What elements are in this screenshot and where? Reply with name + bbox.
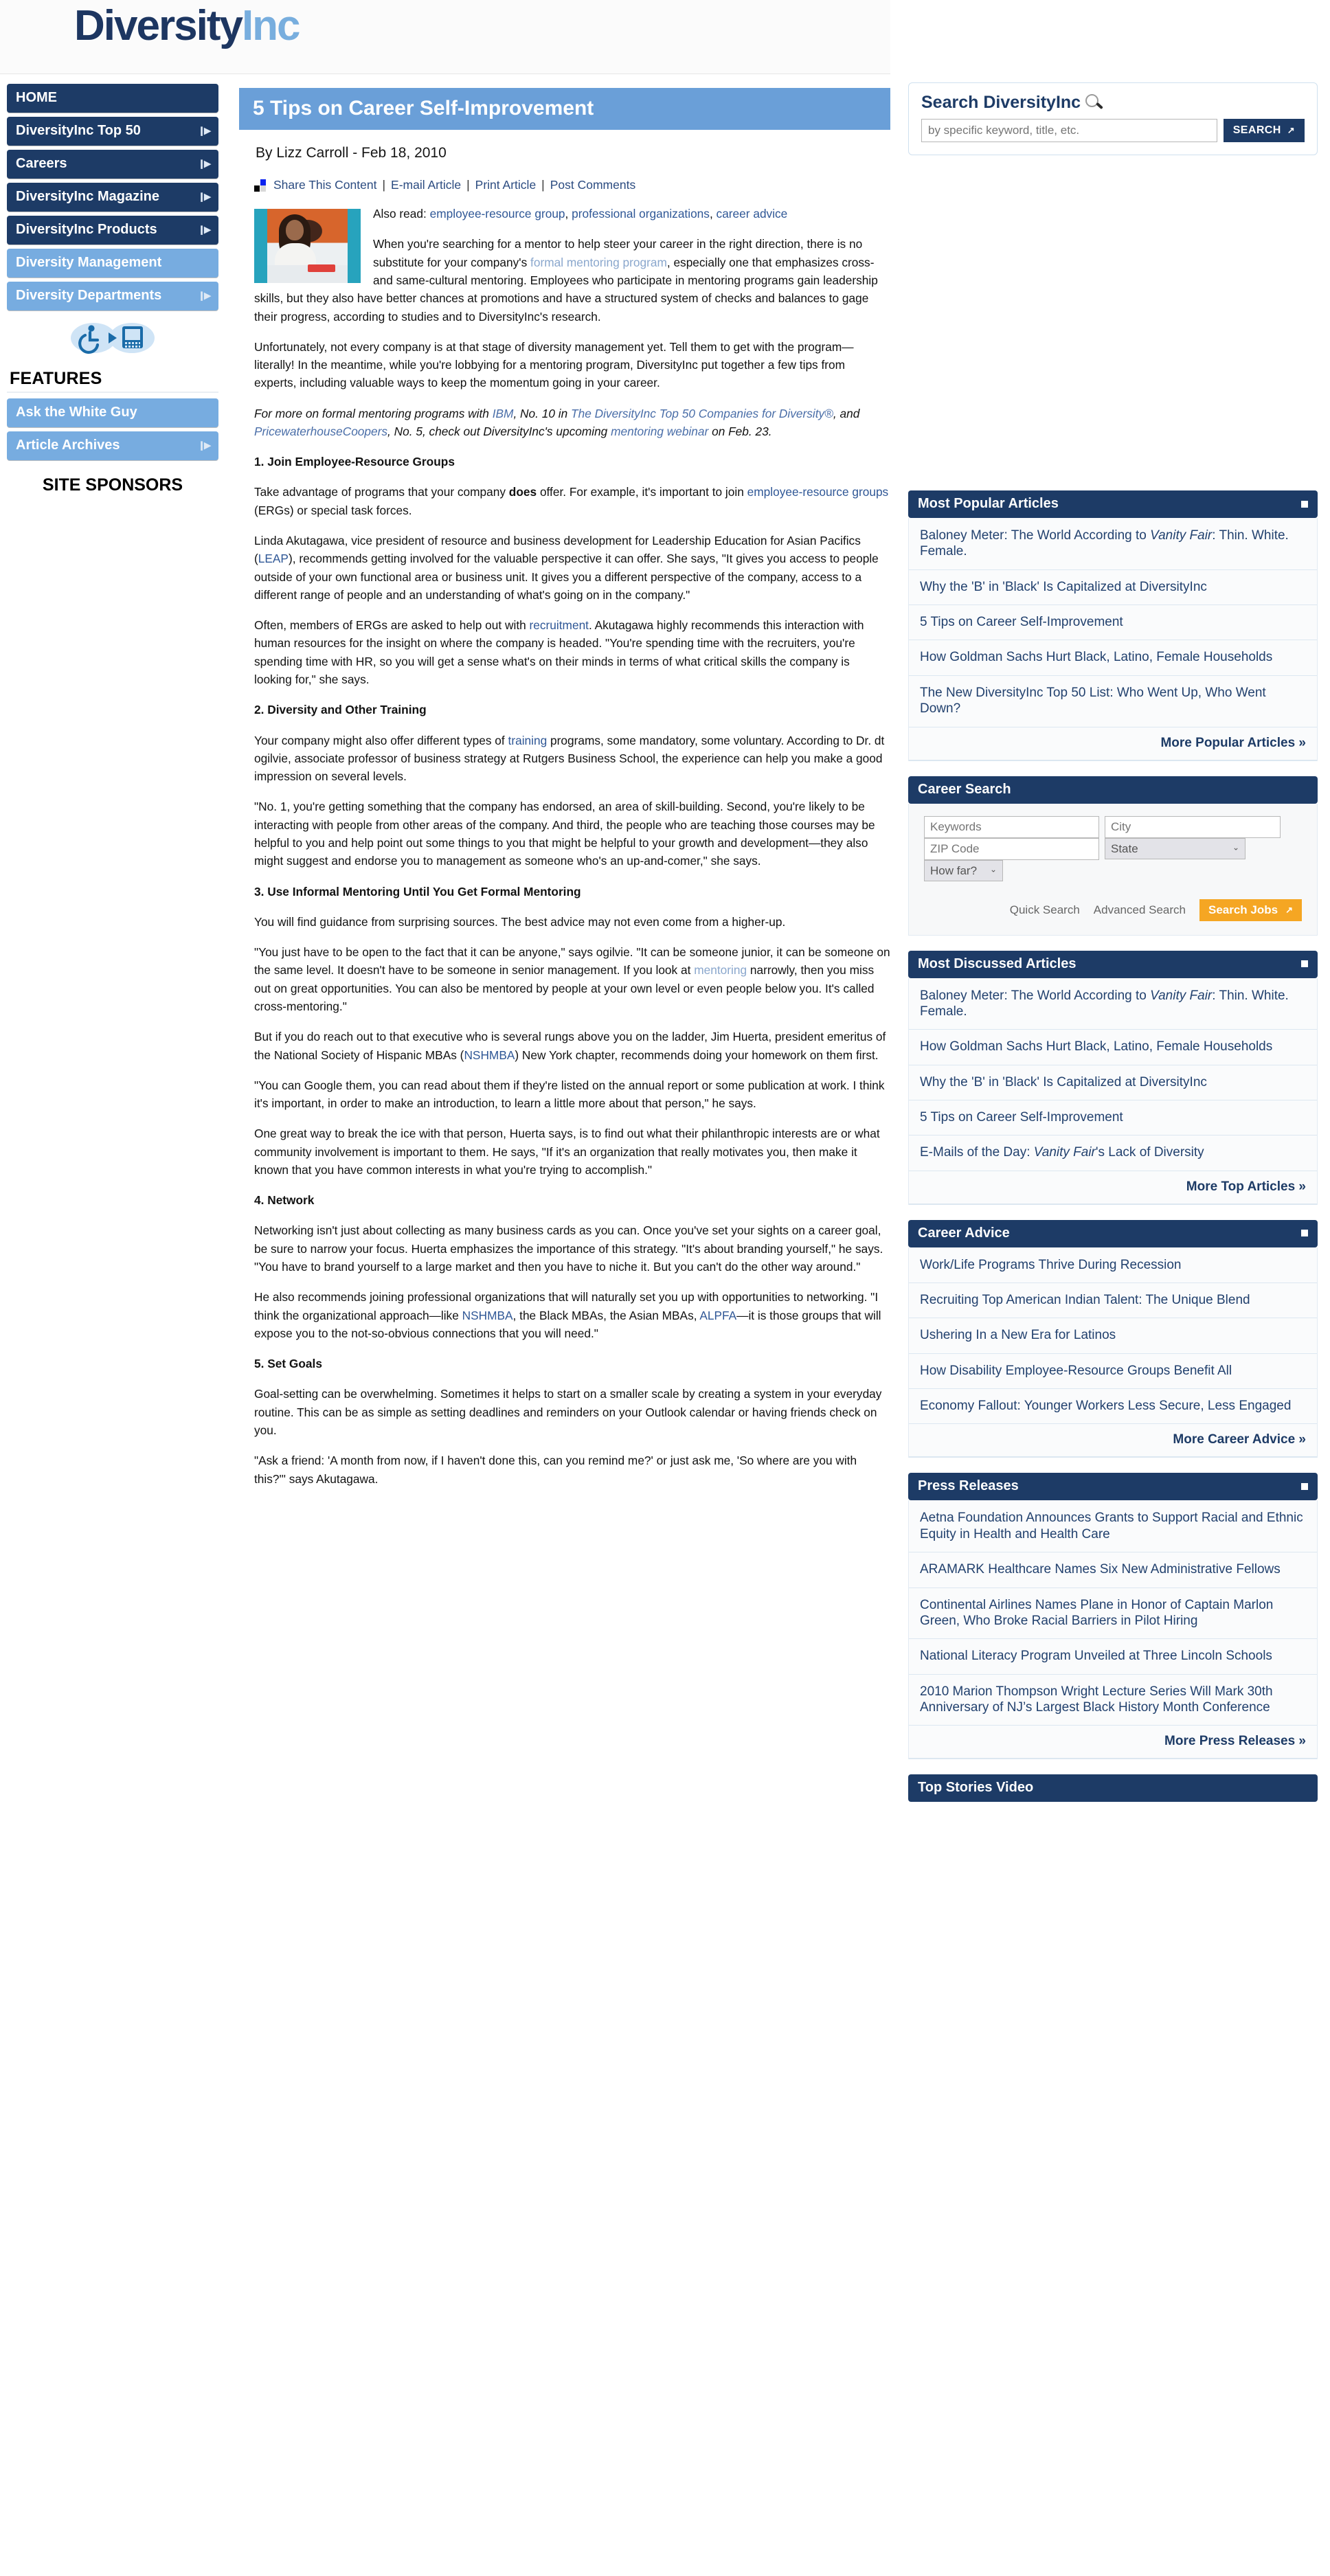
search-heading-label: Search DiversityInc [921, 93, 1081, 112]
chevron-right-icon: ❙▶ [198, 191, 210, 202]
panel-header [908, 490, 1318, 518]
collapse-icon[interactable] [1301, 1230, 1308, 1236]
paragraph-17: "Ask a friend: 'A month from now, if I haven't done this, can you remind me?' or just ask me, 'So where are you with this?'" says Akutagawa. [254, 1454, 857, 1486]
pwc-link[interactable]: PricewaterhouseCoopers [254, 424, 388, 438]
sidebar-item-label: DiversityInc Products [16, 222, 157, 237]
text-fragment: , the Black MBAs, the Asian MBAs, [512, 1308, 700, 1322]
text-fragment: —it is those groups that will expose you to the not-so-obvious connections that you will need." [254, 1308, 881, 1340]
also-read-link-3[interactable]: career advice [716, 207, 788, 221]
list-item[interactable]: How Goldman Sachs Hurt Black, Latino, Female Households [909, 1030, 1317, 1065]
list-item[interactable]: 5 Tips on Career Self-Improvement [909, 605, 1317, 640]
list-item[interactable]: The New DiversityInc Top 50 List: Who Went Up, Who Went Down? [909, 676, 1317, 727]
share-this-content-link[interactable]: Share This Content [273, 178, 377, 192]
career-search-body [908, 804, 1318, 936]
advanced-search-link[interactable]: Advanced Search [1093, 903, 1186, 916]
career-search-actions [924, 899, 1302, 921]
sidebar-item-article-archives[interactable] [7, 431, 218, 460]
three-column-layout [0, 74, 1330, 1817]
share-icon [254, 179, 266, 192]
text-fragment: offer. For example, it's important to join [537, 485, 747, 499]
paragraph-5 [254, 532, 890, 604]
list-item[interactable]: Why the 'B' in 'Black' Is Capitalized at DiversityInc [909, 570, 1317, 605]
text-fragment: Your company might also offer different types of [254, 733, 508, 747]
career-advice-panel [908, 1220, 1318, 1458]
panel-title: Press Releases [918, 1478, 1019, 1494]
panel-body [908, 1500, 1318, 1759]
paragraph-11 [254, 1028, 890, 1064]
separator: | [382, 178, 386, 192]
divider [7, 392, 218, 393]
chevron-right-icon: ❙▶ [198, 440, 210, 451]
separator: | [541, 178, 545, 192]
search-heading [921, 93, 1305, 113]
list-item[interactable]: Continental Airlines Names Plane in Honor of Captain Marlon Green, Who Broke Racial Barriers in Pilot Hiring [909, 1588, 1317, 1640]
paragraph-3 [254, 405, 890, 441]
panel-header [908, 951, 1318, 978]
paragraph-15 [254, 1288, 890, 1342]
collapse-icon[interactable] [1301, 1483, 1308, 1490]
post-comments-link[interactable]: Post Comments [550, 178, 636, 192]
most-popular-panel [908, 490, 1318, 761]
sidebar-item-diversity-departments[interactable] [7, 282, 218, 310]
list-item[interactable]: Aetna Foundation Announces Grants to Support Racial and Ethnic Equity in Health and Health Care [909, 1500, 1317, 1552]
leap-link[interactable]: LEAP [258, 552, 289, 566]
section-heading-1: 1. Join Employee-Resource Groups [254, 455, 455, 469]
section-heading-3: 3. Use Informal Mentoring Until You Get Formal Mentoring [254, 884, 581, 899]
panel-title: Most Popular Articles [918, 496, 1059, 511]
list-item[interactable]: ARAMARK Healthcare Names Six New Administrative Fellows [909, 1552, 1317, 1588]
formal-mentoring-program-link[interactable]: formal mentoring program [530, 255, 667, 269]
logo-text-inc: Inc [241, 2, 300, 49]
paragraph-2: Unfortunately, not every company is at that stage of diversity management yet. Tell them to get with the program—literally! In the meantime, while you're lobbying for a mentoring program, DiversityInc put together a few tips from experts, including valuable ways to keep the momentum going in your career. [254, 339, 854, 390]
sidebar-item-careers[interactable] [7, 150, 218, 179]
panel-title: Career Search [918, 781, 1011, 797]
emphasis-does: does [508, 485, 537, 499]
search-input[interactable] [921, 119, 1217, 142]
email-article-link[interactable]: E-mail Article [391, 178, 462, 192]
list-item[interactable]: 5 Tips on Career Self-Improvement [909, 1100, 1317, 1136]
more-press-releases-link[interactable]: More Press Releases » [909, 1726, 1317, 1759]
section-heading-5: 5. Set Goals [254, 1357, 322, 1371]
panel-body [908, 1247, 1318, 1458]
also-read-link-1[interactable]: employee-resource group [429, 207, 565, 221]
section-heading-2: 2. Diversity and Other Training [254, 703, 427, 717]
list-item[interactable]: Ushering In a New Era for Latinos [909, 1318, 1317, 1353]
paragraph-8: "No. 1, you're getting something that the company has endorsed, an area of skill-building. Second, you're likely to be interacting with people from other areas of the company. And third, the people who are teaching those courses may be helpful to you and help point out some things to you that might be helpful to your growth and development—they also might suggest and endorse you to management as someone who's an up-and-comer," she says. [254, 800, 875, 868]
career-search-panel [908, 776, 1318, 936]
text-fragment: , No. 10 in [513, 406, 572, 420]
text-fragment: narrowly, then you miss out on great opportunities. You can also be mentored by people at your own level or even people below you. It's called cross-mentoring." [254, 963, 875, 1013]
collapse-icon[interactable] [1301, 501, 1308, 508]
quick-search-link[interactable]: Quick Search [1009, 903, 1080, 916]
chevron-right-icon: ❙▶ [198, 224, 210, 235]
external-arrow-icon: ↗ [1285, 904, 1293, 915]
panel-body [908, 518, 1318, 761]
sidebar-item-top50[interactable] [7, 117, 218, 146]
how-far-select[interactable] [924, 860, 1003, 881]
article-photo [254, 209, 361, 283]
sidebar-item-label: DiversityInc Magazine [16, 189, 159, 204]
sidebar-item-label: HOME [16, 90, 57, 105]
sidebar-item-label: Careers [16, 156, 67, 171]
paragraph-9: You will find guidance from surprising sources. The best advice may not even come from a higher-up. [254, 914, 786, 929]
more-career-advice-link[interactable]: More Career Advice » [909, 1424, 1317, 1458]
text-fragment: (ERGs) or special task forces. [254, 503, 412, 517]
list-item[interactable]: E-Mails of the Day: Vanity Fair's Lack of Diversity [909, 1136, 1317, 1171]
nshmba-link[interactable]: NSHMBA [464, 1048, 515, 1062]
text-fragment: , and [833, 406, 860, 420]
top50-link[interactable]: The DiversityInc Top 50 Companies for Diversity® [571, 406, 833, 420]
recruitment-link[interactable]: recruitment [529, 618, 589, 633]
text-fragment: ) New York chapter, recommends doing your homework on them first. [515, 1048, 879, 1062]
list-item[interactable]: 2010 Marion Thompson Wright Lecture Series Will Mark 30th Anniversary of NJ’s Largest Black History Month Conference [909, 1675, 1317, 1726]
nshmba-link-2[interactable]: NSHMBA [462, 1308, 513, 1322]
chevron-right-icon: ❙▶ [198, 158, 210, 169]
list-item[interactable]: Recruiting Top American Indian Talent: The Unique Blend [909, 1283, 1317, 1318]
zip-code-input[interactable] [924, 838, 1099, 860]
chevron-down-icon: ⌄ [1232, 842, 1239, 852]
logo-text-diversity: Diversity [74, 2, 242, 49]
panel-title: Top Stories Video [918, 1780, 1034, 1796]
site-logo[interactable] [74, 1, 300, 50]
article-body [254, 205, 890, 1488]
sidebar-item-diversity-management[interactable] [7, 249, 218, 278]
search-jobs-label: Search Jobs [1208, 903, 1278, 916]
sidebar-item-label: Diversity Departments [16, 288, 162, 303]
site-sponsors-heading: SITE SPONSORS [42, 475, 183, 495]
mentoring-link[interactable]: mentoring [694, 963, 747, 978]
more-popular-articles-link[interactable]: More Popular Articles » [909, 727, 1317, 761]
search-row [921, 119, 1305, 142]
text-fragment: He also recommends joining professional organizations that will naturally set you up with opportunities to networking. "I think the organizational approach—like [254, 1290, 879, 1322]
paragraph-6 [254, 616, 890, 688]
search-panel [908, 82, 1318, 155]
list-item[interactable]: Why the 'B' in 'Black' Is Capitalized at DiversityInc [909, 1065, 1317, 1100]
mentoring-webinar-link[interactable]: mentoring webinar [611, 424, 709, 438]
text-fragment: Often, members of ERGs are asked to help out with [254, 618, 530, 633]
print-article-link[interactable]: Print Article [475, 178, 537, 192]
search-button[interactable] [1224, 119, 1305, 142]
text-fragment: ), recommends getting involved for the valuable perspective it can offer. She says, "It gives you access to people outside of your own functional area or business unit. It gives you a different perspective of the company, access to a different range of people and an understanding of what's going on in the company." [254, 552, 879, 602]
alpfa-link[interactable]: ALPFA [699, 1308, 737, 1322]
text-fragment: Take advantage of programs that your company [254, 485, 509, 499]
panel-title: Most Discussed Articles [918, 956, 1077, 971]
training-link[interactable]: training [508, 733, 548, 747]
text-fragment: , especially one that emphasizes cross- and same-cultural mentoring. Employees who participate in mentoring programs gain leadership skills, but they also have better chances at promotions and have a structured system of checks and balances to gage their progress, according to studies and to DiversityInc's research. [254, 255, 878, 324]
state-select[interactable] [1105, 838, 1246, 859]
masthead-ad-slot [890, 0, 1330, 74]
accessibility-computer-icon [7, 321, 218, 358]
section-heading-4: 4. Network [254, 1193, 315, 1208]
text-fragment: , No. 5, check out DiversityInc's upcoming [387, 424, 611, 438]
page-title: 5 Tips on Career Self-Improvement [239, 88, 890, 130]
list-item[interactable]: How Goldman Sachs Hurt Black, Latino, Female Households [909, 640, 1317, 675]
text-fragment: . Akutagawa highly recommends this interaction with human resources for the insight on where the company is headed. "You're spending time with the recruiters, you're spending time with HR, so you will get a sense what's on their minds in terms of what critical skills the company is looking for," she says. [254, 618, 864, 686]
paragraph-7 [254, 732, 890, 786]
paragraph-12: "You can Google them, you can read about them if they're listed on the annual report or some publication at work. I think it's important, in order to make an introduction, to learn a little more about that person," he says. [254, 1078, 885, 1111]
panel-header [908, 1473, 1318, 1500]
press-releases-panel [908, 1473, 1318, 1759]
panel-header [908, 1220, 1318, 1247]
article-toolbar [254, 178, 890, 192]
masthead [0, 0, 1330, 74]
sidebar-item-ask-the-white-guy[interactable] [7, 398, 218, 427]
list-item[interactable]: Economy Fallout: Younger Workers Less Secure, Less Engaged [909, 1389, 1317, 1424]
external-arrow-icon: ↗ [1287, 125, 1295, 135]
text-fragment: on Feb. 23. [708, 424, 772, 438]
collapse-icon[interactable] [1301, 960, 1308, 967]
list-item[interactable]: Baloney Meter: The World According to Vanity Fair: Thin. White. Female. [909, 518, 1317, 570]
chevron-down-icon: ⌄ [989, 864, 997, 874]
city-input[interactable] [1105, 816, 1281, 838]
sidebar-item-home[interactable] [7, 84, 218, 113]
panel-title: Career Advice [918, 1225, 1010, 1241]
text-fragment: When you're searching for a mentor to help steer your career in the right direction, there is no substitute for your company's [373, 237, 863, 269]
text-fragment: Linda Akutagawa, vice president of resource and business development for Leadership Education for Asian Pacifics ( [254, 534, 861, 566]
paragraph-13: One great way to break the ice with that person, Huerta says, is to find out what their philanthropic interests are or what community involvement is important to them. He says, "If it's an organization that really motivates you, then make it known that you have common interests in what you're trying to accomplish." [254, 1127, 880, 1177]
more-top-articles-link[interactable]: More Top Articles » [909, 1171, 1317, 1205]
panel-header [908, 776, 1318, 804]
sidebar-item-products[interactable] [7, 216, 218, 245]
left-sidebar [0, 74, 227, 502]
sidebar-item-label: Diversity Management [16, 255, 162, 270]
text-fragment: programs, some mandatory, some voluntary. According to Dr. dt ogilvie, associate professor of business strategy at Rutgers Business School, the experience can help you make a good impression on several levels. [254, 733, 885, 784]
sidebar-item-magazine[interactable] [7, 183, 218, 212]
text-fragment: "You just have to be open to the fact that it can be anyone," says ogilvie. "It can be someone junior, it can be someone on the same level. It doesn't have to be someone in senior management. If you look at [254, 945, 890, 978]
sidebar-item-label: Article Archives [16, 438, 120, 453]
erg-link[interactable]: employee-resource groups [747, 485, 889, 499]
paragraph-4 [254, 483, 890, 519]
paragraph-16: Goal-setting can be overwhelming. Sometimes it helps to start on a smaller scale by creating a system in your everyday routine. This can be as simple as setting deadlines and reminders on your Outlook calendar or having friends check on you. [254, 1387, 882, 1437]
panel-body [908, 978, 1318, 1205]
list-item[interactable]: Baloney Meter: The World According to Vanity Fair: Thin. White. Female. [909, 978, 1317, 1030]
paragraph-14: Networking isn't just about collecting as many business cards as you can. Once you've set your sights on a career goal, be sure to narrow your focus. Huerta emphasizes the importance of this strategy. "It's about branding yourself," he says. "You have to brand yourself to a large market and then you have to niche it. But you can't do the other way around." [254, 1223, 883, 1274]
ibm-link[interactable]: IBM [492, 406, 514, 420]
article-intro [254, 205, 890, 338]
sidebar-ad-slot [908, 168, 1318, 490]
list-item[interactable]: National Literacy Program Unveiled at Three Lincoln Schools [909, 1639, 1317, 1674]
right-sidebar [908, 74, 1330, 1817]
panel-header [908, 1774, 1318, 1802]
top-stories-video-panel [908, 1774, 1318, 1802]
search-button-label: SEARCH [1232, 124, 1281, 136]
paragraph-10 [254, 943, 890, 1015]
career-search-form [924, 816, 1302, 881]
list-item[interactable]: Work/Life Programs Thrive During Recession [909, 1247, 1317, 1283]
keywords-input[interactable] [924, 816, 1099, 838]
magnifier-icon [1085, 94, 1103, 112]
list-item[interactable]: How Disability Employee-Resource Groups Benefit All [909, 1354, 1317, 1389]
also-read-label: Also read: [373, 207, 427, 221]
separator: | [466, 178, 470, 192]
also-read-link-2[interactable]: professional organizations [572, 207, 710, 221]
chevron-right-icon: ❙▶ [198, 290, 210, 301]
article-column [227, 74, 908, 1500]
sidebar-item-label: Ask the White Guy [16, 405, 137, 420]
article-byline: By Lizz Carroll - Feb 18, 2010 [256, 145, 447, 161]
also-read-line: Also read: employee-resource group, professional organizations, career advice [373, 207, 788, 221]
text-fragment: But if you do reach out to that executive who is several rungs above you on the ladder, Jim Huerta, president emeritus of the National Society of Hispanic MBAs ( [254, 1030, 886, 1062]
text-fragment: For more on formal mentoring programs with [254, 406, 493, 420]
features-heading: FEATURES [10, 369, 102, 388]
chevron-right-icon: ❙▶ [198, 125, 210, 136]
sidebar-item-label: DiversityInc Top 50 [16, 123, 141, 138]
search-jobs-button[interactable] [1199, 899, 1302, 921]
most-discussed-panel [908, 951, 1318, 1205]
